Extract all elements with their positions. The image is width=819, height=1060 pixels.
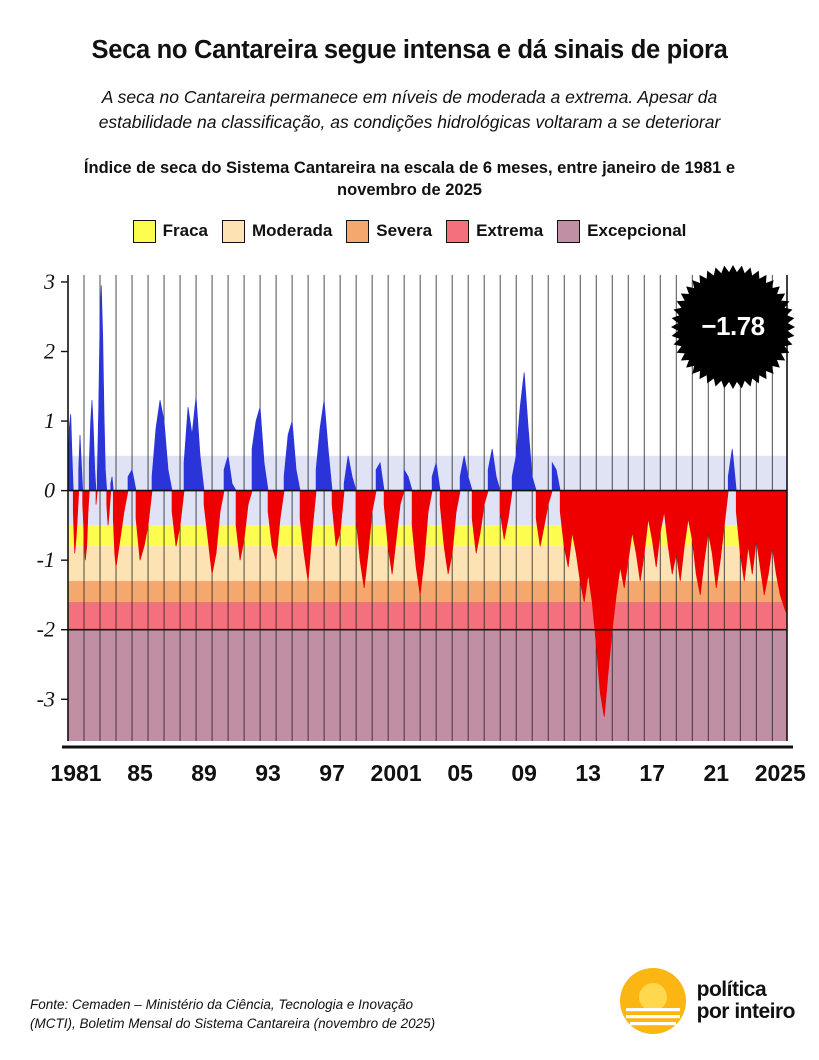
legend-item-fraca (133, 220, 208, 243)
svg-text:13: 13 (575, 759, 601, 786)
legend-swatch-severa (346, 220, 369, 243)
svg-text:2001: 2001 (370, 759, 422, 786)
legend-label-fraca: Fraca (162, 221, 208, 241)
legend-item-severa (346, 220, 432, 243)
legend-label-excepcional: Excepcional (587, 221, 687, 241)
infographic-page (0, 36, 819, 1060)
svg-text:05: 05 (447, 759, 473, 786)
legend-item-excepcional (557, 220, 686, 243)
legend-swatch-extrema (446, 220, 469, 243)
svg-text:09: 09 (511, 759, 537, 786)
svg-text:2025: 2025 (754, 759, 806, 786)
svg-text:-1: -1 (36, 546, 55, 572)
svg-text:0: 0 (44, 477, 55, 503)
svg-text:2: 2 (44, 338, 55, 364)
svg-text:1981: 1981 (50, 759, 102, 786)
legend-label-extrema: Extrema (476, 221, 544, 241)
latest-value-badge (671, 265, 795, 389)
legend-swatch-excepcional (557, 220, 580, 243)
chart-area (0, 261, 819, 821)
page-subtitle: A seca no Cantareira permanece em níveis de moderada a extrema. Apesar da estabilidade na classificação, as condições hidrológicas voltaram a se deteriorar (98, 87, 721, 133)
brand-logo (620, 968, 795, 1034)
latest-value-label: −1.78 (701, 311, 765, 342)
brand-wordmark (697, 979, 795, 1024)
brand-line-1: política (696, 977, 767, 1001)
source-line-1: Fonte: Cemaden – Ministério da Ciência, Tecnologia e Inovação (30, 996, 413, 1012)
brand-line-2: por inteiro (696, 1000, 795, 1023)
legend-item-extrema (446, 220, 543, 243)
svg-text:89: 89 (191, 759, 217, 786)
source-note (30, 995, 435, 1034)
svg-text:97: 97 (319, 759, 345, 786)
legend-swatch-moderada (222, 220, 245, 243)
sun-logo-icon (620, 968, 686, 1034)
svg-text:21: 21 (703, 759, 730, 786)
legend-label-moderada: Moderada (251, 221, 333, 241)
legend-swatch-fraca (133, 220, 156, 243)
legend-item-moderada (222, 220, 332, 243)
svg-text:93: 93 (255, 759, 281, 786)
page-title: Seca no Cantareira segue intensa e dá sinais de piora (91, 36, 728, 64)
chart-title: Índice de seca do Sistema Cantareira na escala de 6 meses, entre janeiro de 1981 e novembro de 2025 (83, 159, 736, 200)
svg-text:-3: -3 (36, 685, 55, 711)
svg-text:85: 85 (127, 759, 153, 786)
svg-text:3: 3 (44, 268, 55, 294)
chart-legend (0, 220, 819, 243)
svg-text:1: 1 (44, 407, 55, 433)
legend-label-severa: Severa (376, 221, 433, 241)
source-line-2: (MCTI), Boletim Mensal do Sistema Cantareira (novembro de 2025) (30, 1016, 436, 1032)
svg-text:-2: -2 (36, 616, 55, 642)
footer (30, 968, 795, 1034)
svg-text:17: 17 (639, 759, 666, 786)
